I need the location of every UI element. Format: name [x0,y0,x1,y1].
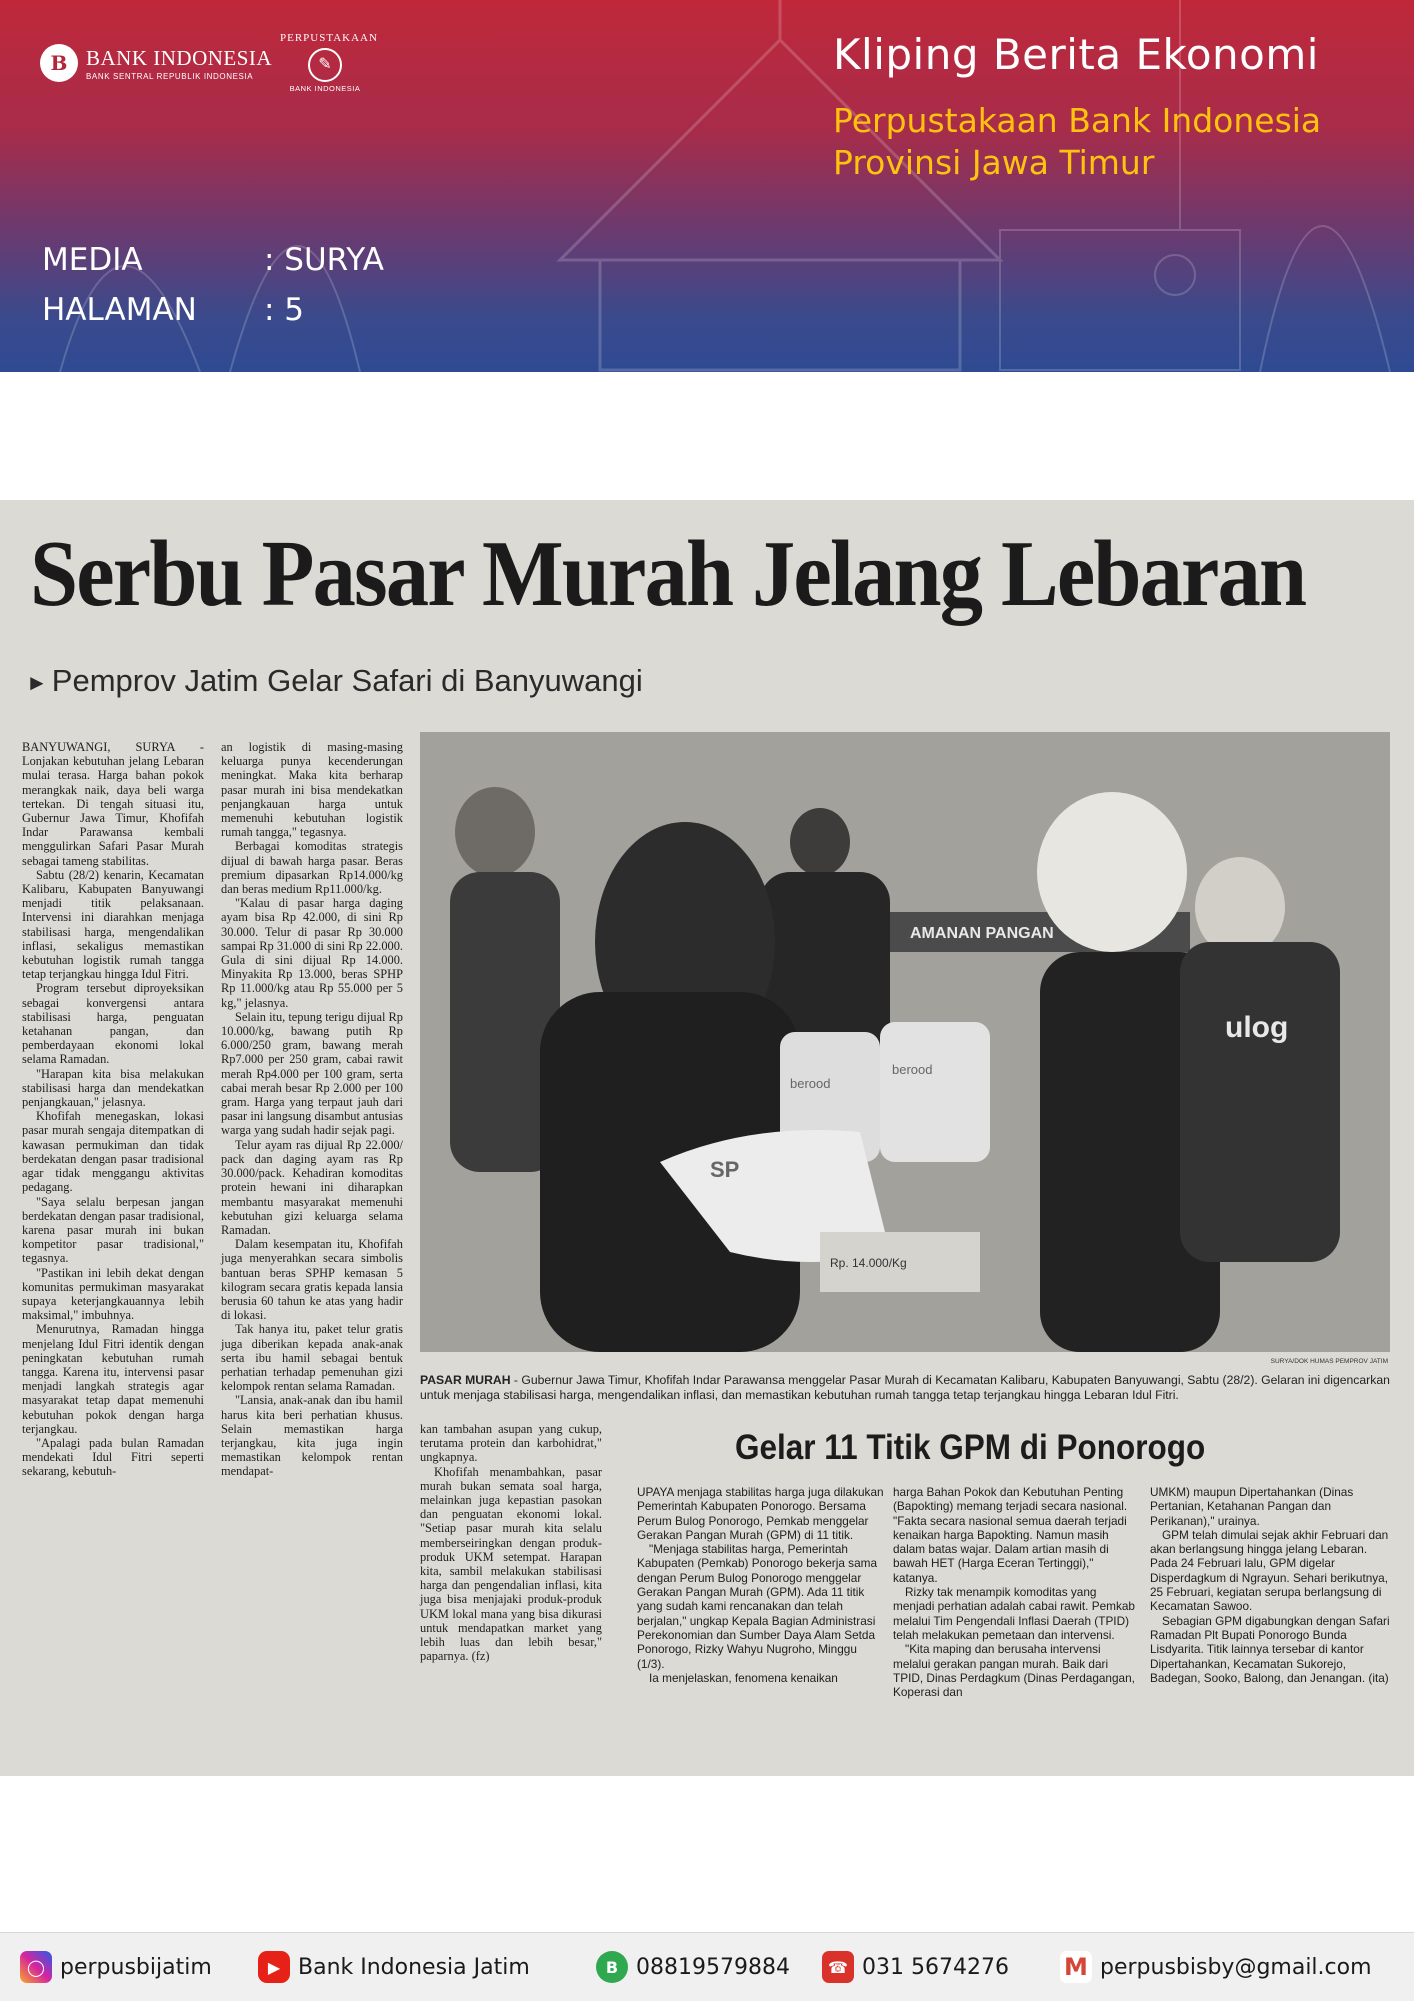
page-subtitle [833,100,1321,184]
instagram-link[interactable] [20,1951,212,1983]
subtitle-line-1: Perpustakaan Bank Indonesia [833,101,1322,140]
subtitle-line-2: Provinsi Jawa Timur [833,143,1155,182]
whatsapp-icon: B [596,1951,628,1983]
side-story-headline: Gelar 11 Titik GPM di Ponorogo [735,1428,1206,1467]
paragraph: "Kita maping dan berusaha intervensi melalui gerakan pangan murah. Baik dari TPID, Dinas Perdagkum (Dinas Perdagangan, Koperasi dan [893,1642,1135,1700]
paragraph: an logistik di masing-masing keluarga punya kecenderungan meningkat. Maka kita berharap pasar murah ini bisa mendekatkan penjangkauan harga untuk memenuhi kebutuhan logistik rumah tangga," tegasnya. [221,740,403,840]
paragraph: Selain itu, tepung terigu dijual Rp 10.000/kg, bawang putih Rp 6.000/250 gram, bawang merah Rp7.000 per 250 gram, cabai rawit merah Rp4.000 per 100 gram, serta cabai merah besar Rp 2.000 per 100 gram. Harga yang terpaut jauh dari pasar ini langsung disambut antusias warga yang sudah hadir sejak pagi. [221,1009,403,1138]
paragraph: kan tambahan asupan yang cukup, terutama protein dan karbohidrat," ungkapnya. [420,1422,602,1465]
photo-bag1-text: berood [790,1076,831,1091]
paragraph: Sebagian GPM digabungkan dengan Safari Ramadan Plt Bupati Ponorogo Bunda Lisdyarita. Titik lainnya tersebar di kantor Dipertahankan, Kecamatan Sukorejo, Badegan, Sooko, Balong, dan Jenangan. (ita) [1150,1613,1390,1685]
instagram-icon: ◯ [20,1951,52,1983]
photo-bag2-text: berood [892,1062,933,1077]
paragraph: "Pastikan ini lebih dekat dengan komunitas permukiman masyarakat supaya keterjangkauannya lebih maksimal," imbuhnya. [22,1265,204,1323]
paragraph: Telur ayam ras dijual Rp 22.000/ pack dan daging ayam ras Rp 30.000/pack. Kehadiran komoditas protein hewani ini diharapkan membantu masyarakat memenuhi kebutuhan gizi keluarga selama Ramadan. [221,1137,403,1237]
page-row [42,292,304,328]
phone-number: 031 5674276 [862,1954,1009,1980]
paragraph: Dalam kesempatan itu, Khofifah juga menyerahkan secara simbolis bantuan beras SPHP kemasan 5 kilogram secara gratis kepada lansia berusia 60 tahun ke atas yang hadir di lokasi. [221,1237,403,1323]
photo-bulog-text: ulog [1225,1011,1289,1044]
bank-indonesia-logo [40,44,272,82]
side-story-column-2 [893,1485,1135,1699]
photo-caption [420,1373,1390,1403]
page-title: Kliping Berita Ekonomi [833,30,1319,79]
media-label: MEDIA [42,242,143,278]
paragraph: Sabtu (28/2) kenarin, Kecamatan Kalibaru, Kabupaten Banyuwangi menjadi titik pelaksanaan. Intervensi ini diarahkan menjaga stabilisasi harga, mengendalikan inflasi, sekaligus memastikan kebutuhan logistik rumah tangga tetap terjangkau hingga Idul Fitri. [22,867,204,982]
paragraph: UPAYA menjaga stabilitas harga juga dilakukan Pemerintah Kabupaten Ponorogo. Bersama Perum Bulog Ponorogo, Pemkab menggelar Gerakan Pangan Murah (GPM) di 11 titik. [637,1485,884,1542]
paragraph: "Lansia, anak-anak dan ibu hamil harus kita beri perhatian khusus. Selain memastikan harga terjangkau, kita juga ingin memastikan kelompok rentan mendapat- [221,1393,403,1479]
article-subheadline [26,663,643,699]
photo-sign-text: AMANAN PANGAN [910,925,1054,942]
phone-icon: ☎ [822,1951,854,1983]
paragraph: "Harapan kita bisa melakukan stabilisasi harga dan mendekatkan penjangkauan," jelasnya. [22,1066,204,1110]
paragraph: Berbagai komoditas strategis dijual di bawah harga pasar. Beras premium dipasarkan Rp14.000/kg dan beras medium Rp11.000/kg. [221,839,403,897]
media-value: : SURYA [264,242,384,278]
article-column-3 [420,1422,602,1663]
whatsapp-number: 08819579884 [636,1954,790,1980]
email-link[interactable] [1060,1951,1372,1983]
page-value: : 5 [264,292,305,328]
paragraph: "Kalau di pasar harga daging ayam bisa Rp 42.000, di sini Rp 30.000. Telur di pasar Rp 30.000 sampai Rp 31.000 di sini Rp 22.000. Gula di sini dijual Rp 14.000. Minyakita Rp 13.000, beras SPHP Rp 11.000/kg atau Rp 55.000 per 5 kg," jelasnya. [221,896,403,1010]
side-story-column-1 [637,1485,885,1685]
paragraph: "Saya selalu berpesan jangan berdekatan dengan pasar tradisional, karena pasar murah ini bukan kompetitor pasar tradisional," tegasnya. [22,1194,204,1266]
logo-perpus-arc: PERPUSTAKAAN [280,32,378,44]
email-address: perpusbisby@gmail.com [1100,1954,1372,1980]
newspaper-clipping [0,500,1414,1776]
logo-bi-sub: BANK SENTRAL REPUBLIK INDONESIA [86,71,254,81]
youtube-link[interactable] [258,1951,530,1983]
logo-perpus-sub: BANK INDONESIA [289,84,361,93]
photo-scene [420,732,1390,1352]
phone-link[interactable] [822,1951,1009,1983]
perpustakaan-logo [280,32,378,102]
paragraph: "Menjaga stabilitas harga, Pemerintah Kabupaten (Pemkab) Ponorogo bekerja sama dengan Perum Bulog Ponorogo menggelar Gerakan Pangan Murah (GPM). Ada 11 titik yang sudah kami rencanakan dan telah berjalan," ungkap Kepala Bagian Administrasi Perekonomian dan Sumber Daya Alam Setda Ponorogo, Rizky Wahyu Nugroho, Minggu (1/3). [637,1542,878,1671]
paragraph: Tak hanya itu, paket telur gratis juga diberikan kepada anak-anak serta ibu hamil sebagai bentuk perhatian terhadap pemenuhan gizi kelompok rentan selama Ramadan. [221,1322,403,1394]
paragraph: Program tersebut diproyeksikan sebagai konvergensi antara stabilisasi harga, penguatan ketahanan pangan, dan pemberdayaan ekonomi lokal selama Ramadan. [22,981,204,1067]
photo-credit: SURYA/DOK HUMAS PEMPROV JATIM [1270,1358,1388,1365]
paragraph: Menurutnya, Ramadan hingga menjelang Idul Fitri identik dengan peningkatan kebutuhan rumah tangga. Karena itu, intervensi pasar menjadi langkah strategis agar masyarakat tetap dapat memenuhi kebutuhan pokok dengan harga terjangkau. [22,1322,204,1436]
instagram-handle: perpusbijatim [60,1954,212,1980]
paragraph: harga Bahan Pokok dan Kebutuhan Penting (Bapokting) memang terjadi secara nasional. "Fakta secara nasional semua daerah terjadi kenaikan harga Bapokting. Namun masih dalam batas wajar. Dalam artian masih di bawah HET (Harga Eceran Tertinggi)," katanya. [893,1485,1128,1585]
paragraph: Ia menjelaskan, fenomena kenaikan [649,1670,838,1685]
whatsapp-link[interactable] [596,1951,790,1983]
caption-label: PASAR MURAH [420,1373,511,1387]
logo-bi-name: BANK INDONESIA [86,45,273,70]
photo-sp-text: SP [710,1157,740,1182]
bank-indonesia-mark-icon: B [40,44,78,82]
caption-text: - Gubernur Jawa Timur, Khofifah Indar Parawansa menggelar Pasar Murah di Kecamatan Kalibaru, Kabupaten Banyuwangi, Sabtu (28/2). Gelaran ini digencarkan untuk menjaga stabilisasi harga, mengendalikan inflasi, dan memastikan kebutuhan rumah tangga tetap terjangkau hingga Lebaran Idul Fitri. [420,1373,1390,1402]
side-story-column-3 [1150,1485,1390,1685]
paragraph: Rizky tak menampik komoditas yang menjadi perhatian adalah cabai rawit. Pemkab melalui Tim Pengendali Inflasi Daerah (TPID) telah melakukan pemetaan dan intervensi. [893,1585,1135,1642]
paragraph: UMKM) maupun Dipertahankan (Dinas Pertanian, Ketahanan Pangan dan Perikanan)," urainya. [1150,1485,1354,1528]
paragraph: BANYUWANGI, SURYA - Lonjakan kebutuhan jelang Lebaran mulai terasa. Harga bahan pokok merangkak naik, daya beli warga tertekan. Di tengah situasi itu, Gubernur Jawa Timur, Khofifah Indar Parawansa kembali menggulirkan Safari Pasar Murah sebagai tameng stabilitas. [22,740,204,868]
footer-contacts [0,1932,1414,2001]
triangle-arrow-icon: ► [26,669,48,695]
media-row [42,242,384,278]
mail-icon: M [1060,1951,1092,1983]
paragraph: Khofifah menambahkan, pasar murah bukan semata soal harga, melainkan juga kepastian pasokan dan penguatan ekonomi lokal. "Setiap pasar murah kita selalu memberseiringkan dengan produk-produk UKM setempat. Harapan kita, sambil melakukan stabilisasi harga dan pengendalian inflasi, kita juga bisa menjajaki produk-produk UKM lokal mana yang bisa dikurasi untuk mendapatkan market yang lebih luas dan lebih besar," paparnya. (fz) [420,1464,602,1664]
youtube-channel: Bank Indonesia Jatim [298,1954,530,1980]
article-photo [420,732,1390,1352]
page-label: HALAMAN [42,292,197,328]
youtube-icon: ▶ [258,1951,290,1983]
article-column-2 [221,740,403,1479]
header-banner [0,0,1414,372]
paragraph: GPM telah dimulai sejak akhir Februari dan akan berlangsung hingga jelang Lebaran. Pada 24 Februari lalu, GPM digelar Disperdagkum di Ngrayun. Sehari berikutnya, 25 Februari, kegiatan serupa berlangsung di Kecamatan Sawoo. [1150,1527,1389,1614]
article-headline: Serbu Pasar Murah Jelang Lebaran [30,522,1306,626]
subheadline-text: Pemprov Jatim Gelar Safari di Banyuwangi [51,663,643,698]
paragraph: "Apalagi pada bulan Ramadan mendekati Idul Fitri seperti sekarang, kebutuh- [22,1435,204,1479]
article-column-1 [22,740,204,1479]
paragraph: Khofifah menegaskan, lokasi pasar murah sengaja ditempatkan di kawasan permukiman dan tidak berdekatan dengan pasar tradisional agar tidak menggangu aktivitas pedagang. [22,1109,204,1195]
book-reader-icon: ✎ [308,48,342,82]
photo-price-text: Rp. 14.000/Kg [830,1256,907,1270]
